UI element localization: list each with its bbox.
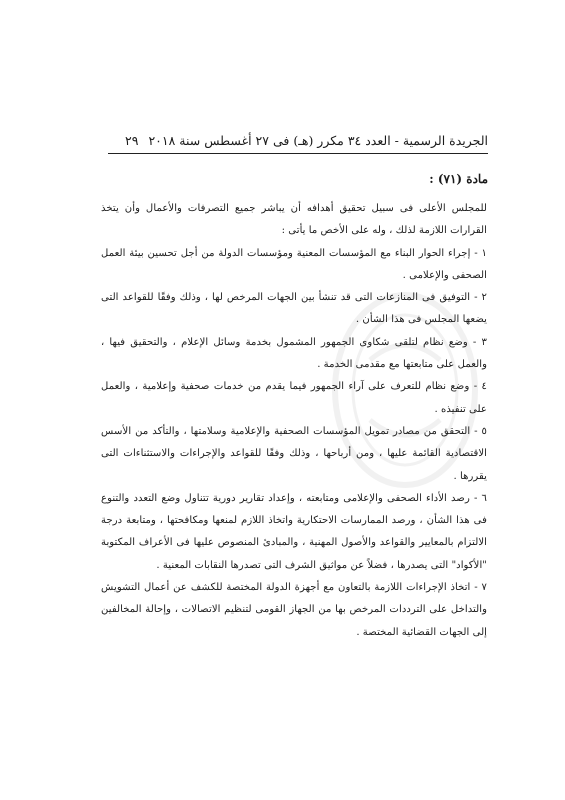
header-title: الجريدة الرسمية - العدد ٣٤ مكرر (هـ) فى ٢٧ أغسطس سنة ٢٠١٨ (148, 133, 488, 148)
article-body (101, 198, 487, 644)
article-item-2: ٢ - التوفيق فى المنازعات التى قد تنشأ بين الجهات المرخص لها ، وذلك وفقًا للقواعد التى يضعها المجلس فى هذا الشأن . (101, 292, 487, 326)
article-item-4: ٤ - وضع نظام للتعرف على آراء الجمهور فيما يقدم من خدمات صحفية وإعلامية ، والعمل على تنفيذه . (101, 381, 487, 415)
article-title: مادة (٧١) : (429, 172, 488, 186)
article-item-1: ١ - إجراء الحوار البناء مع المؤسسات المعنية ومؤسسات الدولة من أجل تحسين بيئة العمل الصحفى والإعلامى . (101, 247, 487, 281)
header-divider (108, 153, 488, 154)
article-item-3: ٣ - وضع نظام لتلقى شكاوى الجمهور المشمول بخدمة وسائل الإعلام ، والتحقيق فيها ، والعمل على متابعتها مع مقدمى الخدمة . (101, 336, 487, 371)
page-header (118, 133, 488, 148)
article-item-6: ٦ - رصد الأداء الصحفى والإعلامى ومتابعته ، وإعداد تقارير دورية تتناول وضع التعدد والتنوع فى هذا الشأن ، ورصد الممارسات الاحتكارية واتخاذ اللازم لمنعها ومكافحتها ، ومتابعة درجة الالتزام بالمعايير والقواعد والأصول المهنية ، والمبادئ المنصوص عليها فى الأعراف المكتوبة "الأكواد" التى يصدرها ، فضلاً عن مواثيق الشرف التى تصدرها النقابات المعنية . (101, 492, 487, 571)
article-item-7: ٧ - اتخاذ الإجراءات اللازمة بالتعاون مع أجهزة الدولة المختصة للكشف عن أعمال التشويش والتداخل على الترددات المرخص بها من الجهاز القومى لتنظيم الاتصالات ، وإحالة المخالفين إلى الجهات القضائية المختصة . (101, 582, 487, 638)
page-number: ٢٩ (125, 133, 139, 148)
article-item-5: ٥ - التحقق من مصادر تمويل المؤسسات الصحفية والإعلامية وسلامتها ، والتأكد من الأسس الاقتصادية القائمة عليها ، ومن أرباحها ، وذلك وفقًا للقواعد والإجراءات والاستثناءات التى يقررها . (101, 425, 487, 482)
article-intro: للمجلس الأعلى فى سبيل تحقيق أهدافه أن يباشر جميع التصرفات والأعمال وأن يتخذ القرارات اللازمة لذلك ، وله على الأخص ما يأتى : (101, 203, 487, 237)
